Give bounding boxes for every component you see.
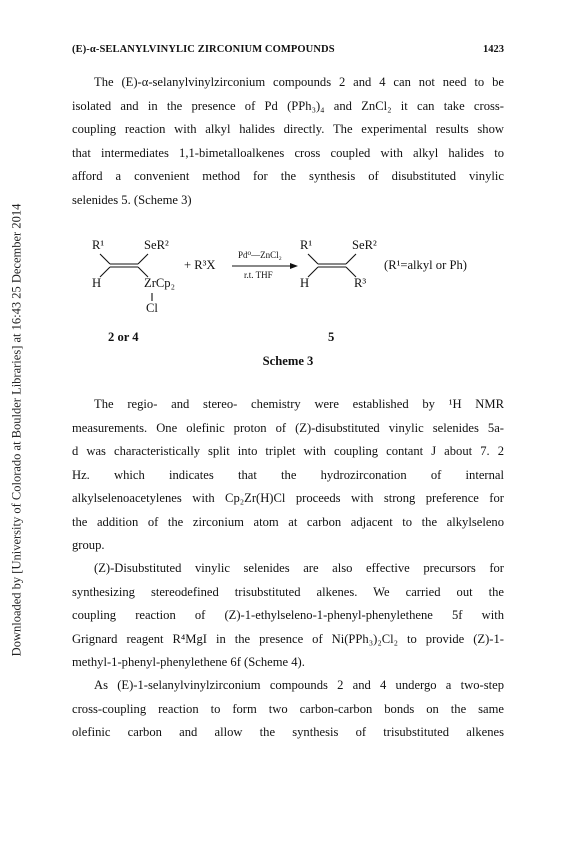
- left-r1-label: R¹: [92, 238, 105, 252]
- left-zrcp2-label: ZrCp₂: [144, 276, 175, 290]
- right-compound-number: 5: [328, 330, 335, 344]
- paragraph-2-line: Hz. which indicates that the hydrozirconation of internal: [72, 467, 504, 482]
- paragraph-3: [72, 557, 504, 675]
- paragraph-1-line: afford a convenient method for the synthesis of disubstituted vinylic: [72, 169, 504, 183]
- scheme-caption: Scheme 3: [262, 354, 314, 368]
- paragraph-3-line: Grignard reagent R⁴MgI in the presence of Ni(PPh₃)₂Cl₂ to provide (Z)-1-: [72, 631, 504, 646]
- paragraph-1-line: The (E)-α-selanylvinylzirconium compounds 2 and 4 can not need to be: [94, 75, 504, 89]
- left-compound-number: 2 or 4: [108, 330, 139, 344]
- paragraph-2: [72, 393, 504, 558]
- paragraph-4-line: cross-coupling reaction to form two carbon-carbon bonds on the same: [72, 701, 504, 716]
- paragraph-3-line: methyl-1-phenyl-phenylethene 6f (Scheme 4).: [72, 655, 305, 669]
- paragraph-2-line: measurements. One olefinic proton of (Z)-disubstituted vinylic selenides 5a-: [72, 420, 504, 435]
- right-ser2-label: SeR²: [352, 238, 377, 252]
- download-watermark: [4, 150, 30, 710]
- paragraph-1-line: that intermediates 1,1-bimetalloalkenes cross coupled with alkyl halides to: [72, 145, 504, 160]
- paragraph-2-line: The regio- and stereo- chemistry were established by ¹H NMR: [94, 397, 504, 411]
- right-h-label: H: [300, 276, 310, 290]
- paragraph-1-line: isolated and in the presence of Pd (PPh₃)₄ and ZnCl₂ it can take cross-: [72, 98, 504, 113]
- paragraph-1-line: coupling reaction with alkyl halides directly. The experimental results show: [72, 122, 504, 136]
- right-r3-label: R³: [354, 276, 367, 290]
- paragraph-2-line: the addition of the zirconium atom at carbon adjacent to the alkylseleno: [72, 514, 504, 529]
- paragraph-4: [72, 674, 504, 745]
- right-r1-label: R¹: [300, 238, 313, 252]
- scheme-3: [72, 232, 504, 372]
- paragraph-3-line: coupling reaction of (Z)-1-ethylseleno-1-phenyl-phenylethene 5f with: [72, 608, 504, 622]
- page-number: 1423: [483, 44, 504, 55]
- paragraph-1: [72, 71, 504, 212]
- running-title: (E)-α-SELANYLVINYLIC ZIRCONIUM COMPOUNDS: [72, 44, 335, 55]
- paragraph-2-line: alkylselenoacetylenes with Cp₂Zr(H)Cl proceeds with strong preference for: [72, 491, 504, 505]
- download-watermark-text: Downloaded by [University of Colorado at Boulder Libraries] at 16:43 25 December 2014: [9, 203, 24, 657]
- paragraph-4-line: olefinic carbon and allow the synthesis of trisubstituted alkenes: [72, 725, 504, 739]
- paragraph-4-line: As (E)-1-selanylvinylzirconium compounds 2 and 4 undergo a two-step: [94, 678, 504, 692]
- paragraph-3-line: synthesizing stereodefined trisubstituted alkenes. We carried out the: [72, 584, 504, 599]
- scheme-3-bonds: [72, 232, 504, 372]
- left-h-label: H: [92, 276, 102, 290]
- arrow-conditions-label: r.t. THF: [244, 270, 273, 280]
- paragraph-2-line: group.: [72, 538, 105, 552]
- running-header: [72, 44, 504, 60]
- paragraph-1-line: selenides 5. (Scheme 3): [72, 192, 192, 207]
- reagent-label: + R³X: [184, 258, 216, 272]
- arrow-catalyst-label: Pd⁰—ZnCl₂: [238, 250, 282, 260]
- left-ser2-label: SeR²: [144, 238, 169, 252]
- paragraph-3-line: (Z)-Disubstituted vinylic selenides are also effective precursors for: [94, 561, 504, 575]
- paragraph-2-line: d was characteristically split into triplet with coupling contant J about 7. 2: [72, 444, 504, 458]
- left-cl-label: Cl: [146, 301, 158, 315]
- substituent-condition: (R¹=alkyl or Ph): [384, 258, 467, 272]
